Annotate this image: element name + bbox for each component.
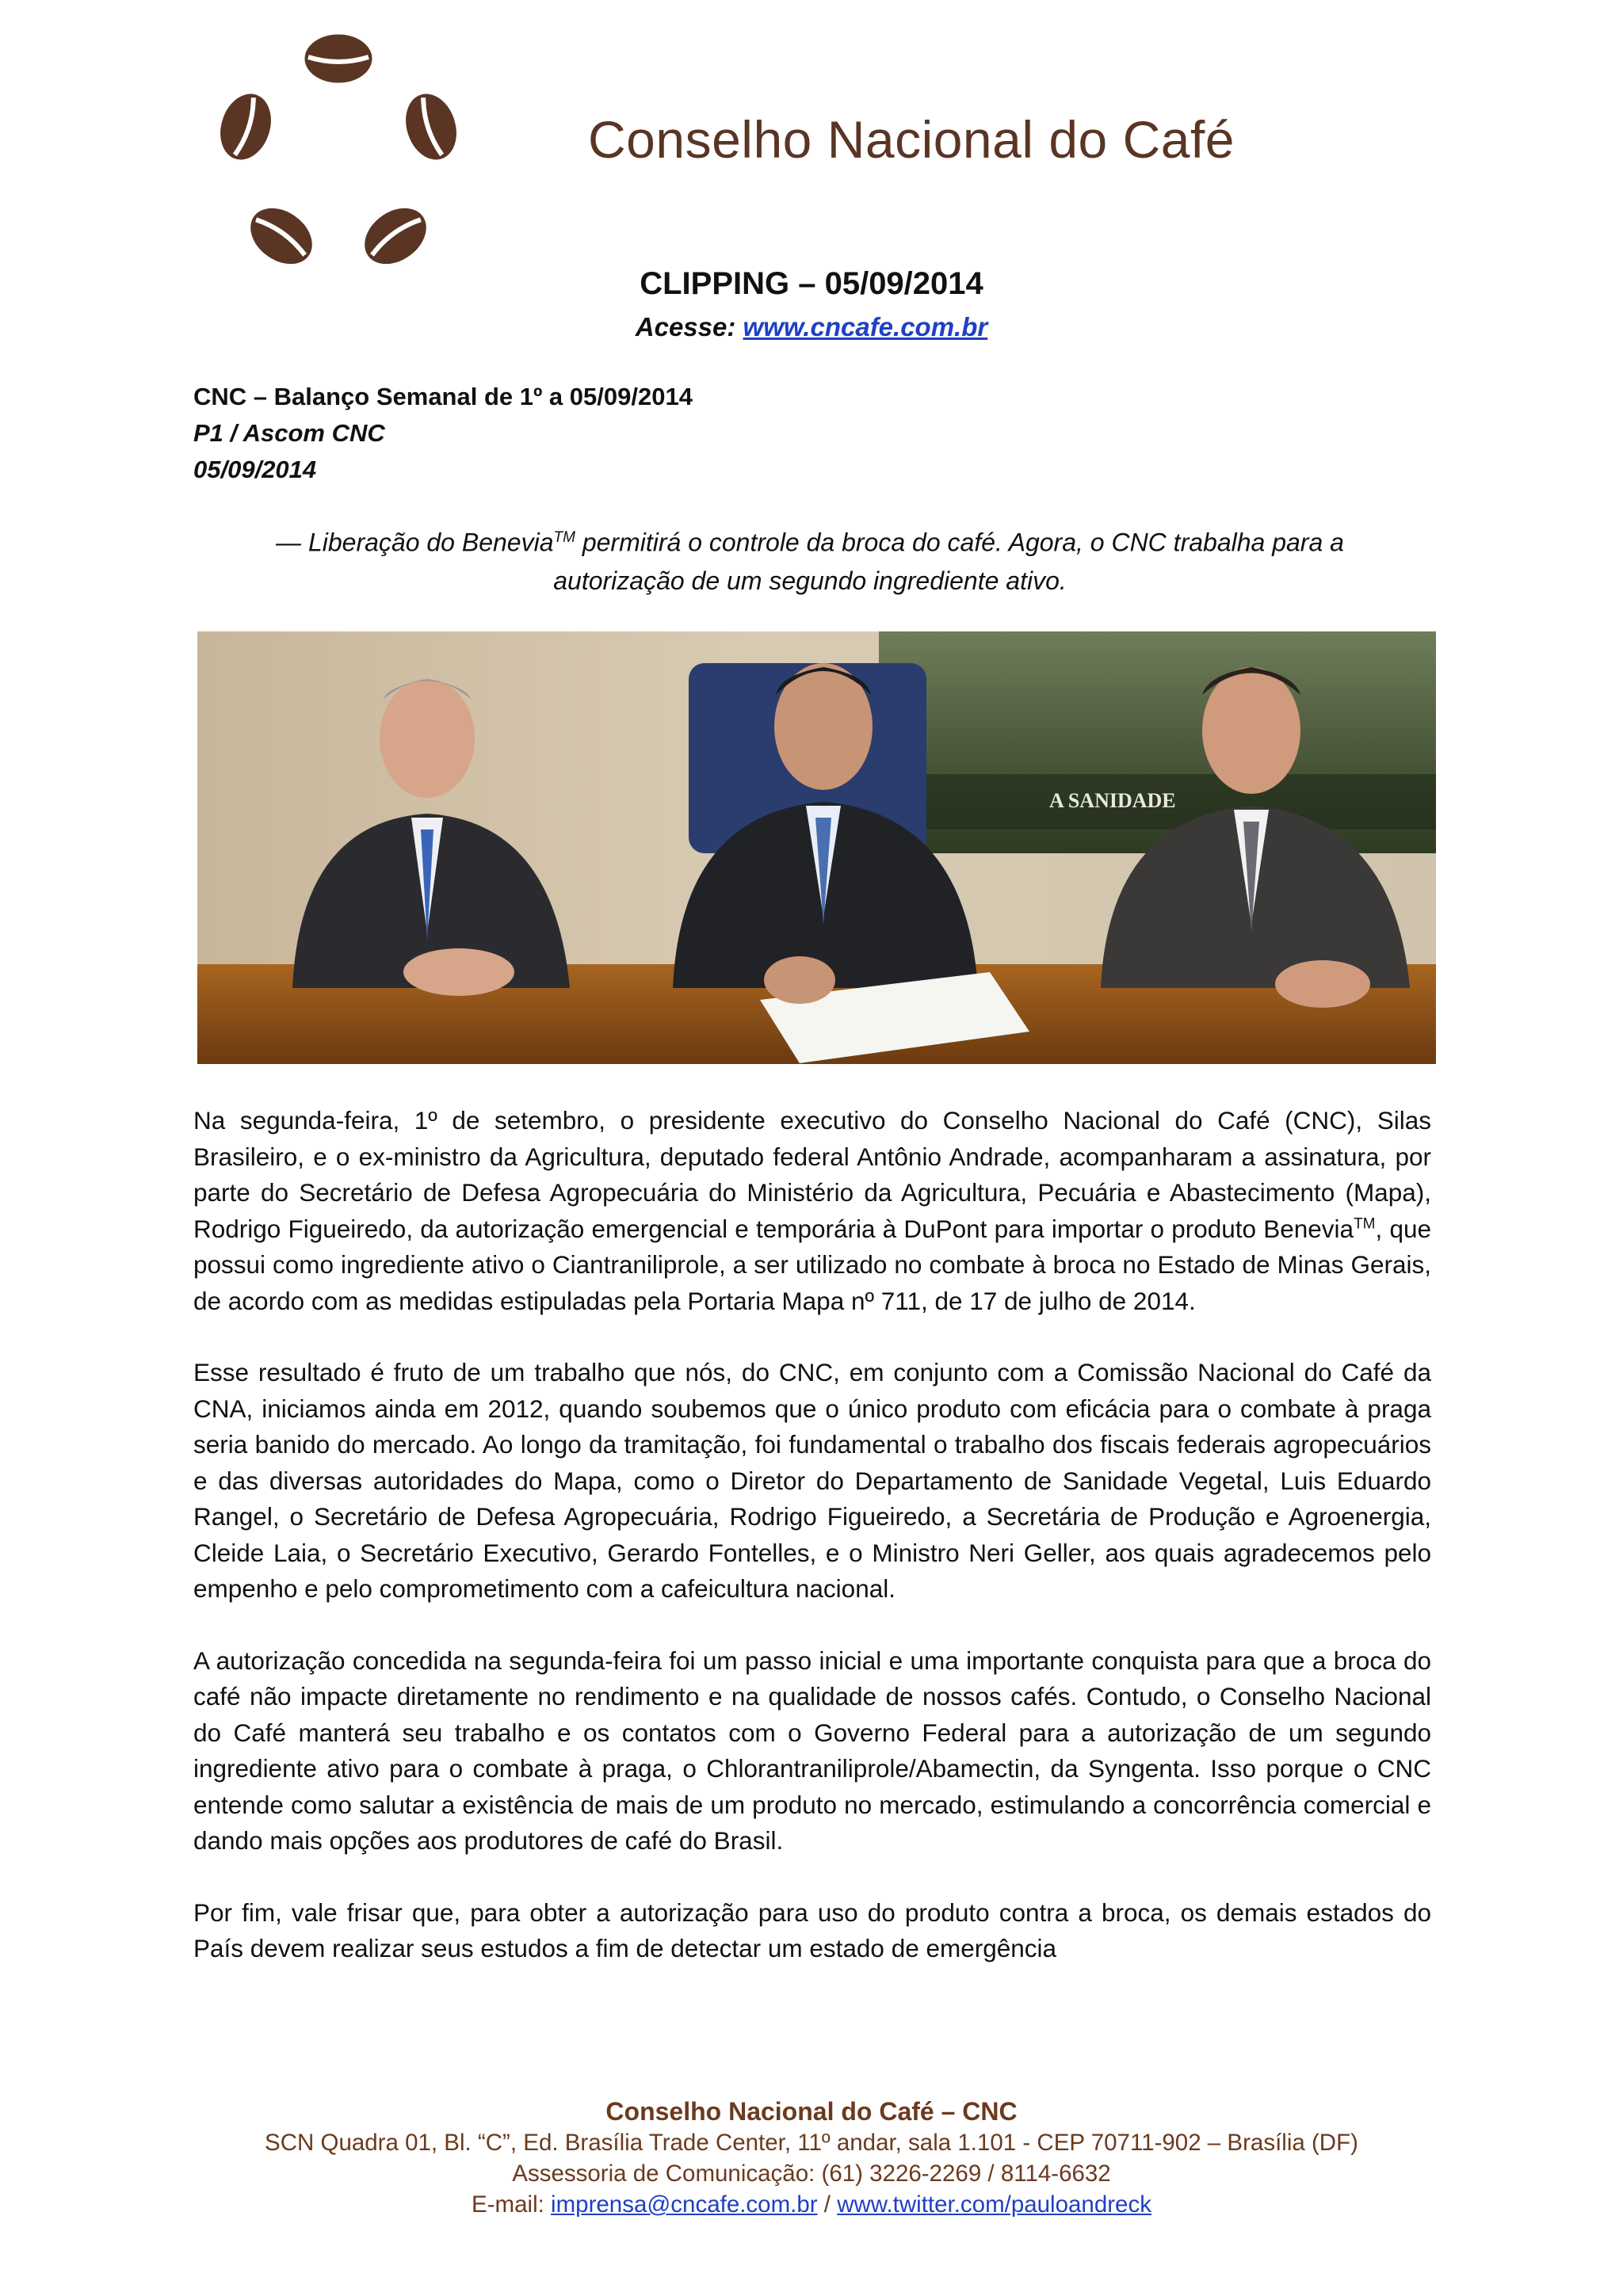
article-headline: CNC – Balanço Semanal de 1º a 05/09/2014 [193, 383, 693, 410]
footer-contact-line [0, 2189, 1623, 2220]
article-date: 05/09/2014 [193, 456, 317, 483]
summary-text-2: permitirá o controle da broca do café. Agora, o CNC trabalha para a autorização de um segundo ingrediente ativo. [553, 528, 1344, 595]
body-paragraph-2: Esse resultado é fruto de um trabalho que nós, do CNC, em conjunto com a Comissão Nacional do Café da CNA, iniciamos ainda em 2012, quando soubemos que o único produto com eficácia para o combate à praga seria banido do mercado. Ao longo da tramitação, foi fundamental o trabalho dos fiscais federais agropecuários e das diversas autoridades do Mapa, como o Diretor do Departamento de Sanidade Vegetal, Luis Eduardo Rangel, o Secretário de Defesa Agropecuária, Rodrigo Figueiredo, a Secretária de Produção e Agroenergia, Cleide Laia, o Secretário Executivo, Gerardo Fontelles, e o Ministro Neri Geller, aos quais agradecemos pelo empenho e pelo comprometimento com a cafeicultura nacional. [193, 1358, 1431, 1603]
photo-sign-text: A SANIDADE [1049, 789, 1176, 812]
footer-phone: Assessoria de Comunicação: (61) 3226-2269 / 8114-6632 [512, 2161, 1111, 2187]
footer-separator: / [823, 2191, 831, 2218]
clipping-title: CLIPPING – 05/09/2014 [640, 266, 983, 301]
article-meta [193, 379, 693, 488]
organization-title: Conselho Nacional do Café [588, 110, 1235, 169]
article-summary [216, 519, 1404, 600]
article-photo [197, 631, 1436, 1064]
article-body [193, 1103, 1431, 2003]
footer-email-label: E-mail: [472, 2191, 544, 2218]
footer-email-link[interactable]: imprensa@cncafe.com.br [551, 2191, 818, 2218]
access-label: Acesse: [635, 312, 736, 341]
body-paragraph-3: A autorização concedida na segunda-feira foi um passo inicial e uma importante conquista para que a broca do café não impacte diretamente no rendimento e na qualidade de nossos cafés. Contudo, o Conselho Nacional do Café manterá seu trabalho e os contatos com o Governo Federal para a autorização de um segundo ingrediente ativo para o combate à praga, o Chlorantraniliprole/Abamectin, da Syngenta. Isso porque o CNC entende como salutar a existência de mais de um produto no mercado, estimulando a concorrência comercial e dando mais opções aos produtores de café do Brasil. [193, 1646, 1431, 1855]
footer-org-name: Conselho Nacional do Café – CNC [605, 2097, 1018, 2126]
body-paragraph-1 [193, 1103, 1431, 1319]
summary-text-1: — Liberação do Benevia [276, 528, 554, 557]
footer-twitter-link[interactable]: www.twitter.com/pauloandreck [837, 2191, 1151, 2218]
page-footer [0, 2096, 1623, 2220]
website-link[interactable]: www.cncafe.com.br [743, 312, 988, 341]
coffee-beans-logo [208, 19, 469, 277]
trademark-sup: TM [1354, 1215, 1376, 1232]
article-source: P1 / Ascom CNC [193, 419, 385, 447]
access-line [0, 312, 1623, 342]
body-paragraph-4: Por fim, vale frisar que, para obter a autorização para uso do produto contra a broca, os demais estados do País devem realizar seus estudos a fim de detectar um estado de emergência [193, 1897, 1431, 1962]
paragraph-1-text-b: , que possui como ingrediente ativo o Ciantraniliprole, a ser utilizado no combate à broca no Estado de Minas Gerais, de acordo com as medidas estipuladas pela Portaria Mapa nº 711, de 17 de julho de 2014. [193, 1214, 1431, 1315]
paragraph-1-text-a: Na segunda-feira, 1º de setembro, o presidente executivo do Conselho Nacional do Café (CNC), Silas Brasileiro, e o ex-ministro da Agricultura, deputado federal Antônio Andrade, acompanharam a assinatura, por parte do Secretário de Defesa Agropecuária do Ministério da Agricultura, Pecuária e Abastecimento (Mapa), Rodrigo Figueiredo, da autorização emergencial e temporária à DuPont para importar o produto Benevia [193, 1106, 1431, 1243]
trademark-sup: TM [553, 529, 575, 546]
footer-address: SCN Quadra 01, Bl. “C”, Ed. Brasília Trade Center, 11º andar, sala 1.101 - CEP 70711-902 – Brasília (DF) [265, 2130, 1358, 2156]
